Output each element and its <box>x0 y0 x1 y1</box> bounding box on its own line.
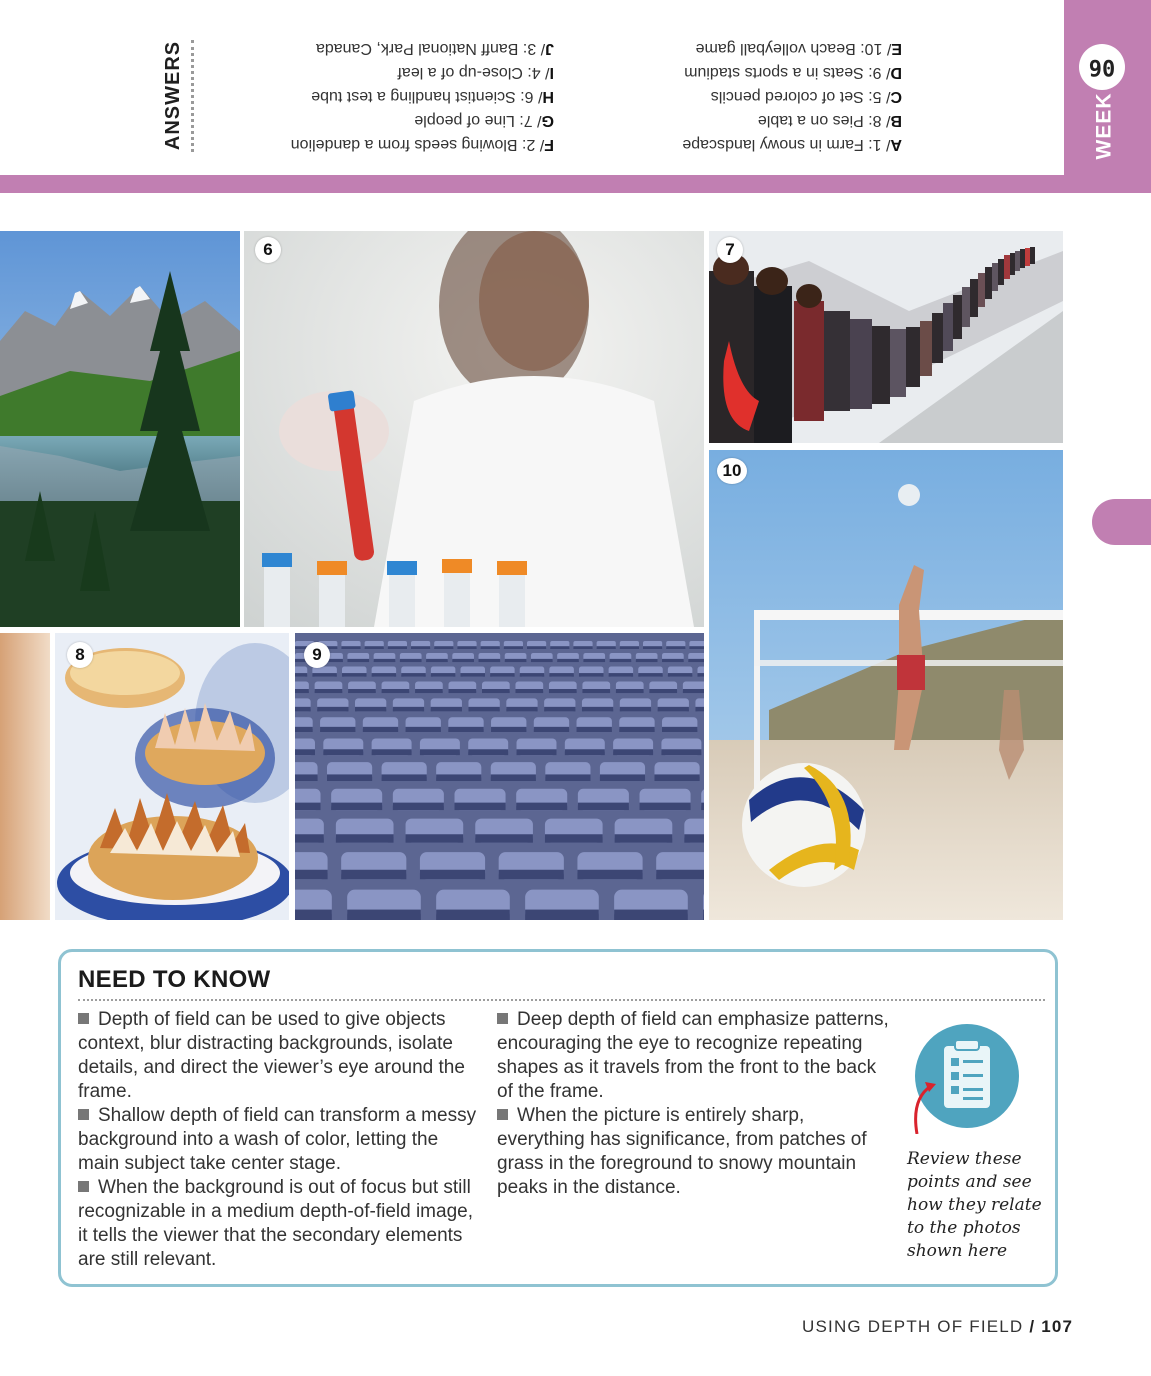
answer-item: E/ 10: Beach volleyball game <box>695 40 902 57</box>
answer-item: I/ 4: Close-up of a leaf <box>397 64 554 81</box>
photo-mountain-lake <box>0 231 240 627</box>
photo-number: 9 <box>304 642 330 668</box>
bullet-icon <box>497 1109 508 1120</box>
side-tab <box>1092 499 1151 545</box>
tip-item: When the picture is entirely sharp, everything has significance, from patches of grass in the foreground to snowy mountain peaks in the distance. <box>497 1105 867 1198</box>
clipboard-icon <box>909 1024 1019 1134</box>
need-to-know-box <box>58 949 1058 1287</box>
photo-edge-sliver <box>0 633 50 920</box>
answer-item: G/ 7: Line of people <box>414 112 554 129</box>
need-to-know-column-1 <box>78 1008 478 1272</box>
answers-band <box>0 175 1151 193</box>
photo-number: 10 <box>717 458 747 484</box>
page-number: 107 <box>1041 1317 1074 1336</box>
answer-item: D/ 9: Seats in a sports stadium <box>684 64 902 81</box>
week-number: 06 <box>1079 44 1125 90</box>
answer-item: A/ 1: Farm in snowy landscape <box>682 136 902 153</box>
answers-title-wrap <box>160 38 188 153</box>
need-to-know-title: NEED TO KNOW <box>78 966 271 993</box>
answers-left-column <box>236 36 554 156</box>
bullet-icon <box>78 1013 89 1024</box>
page-footer <box>802 1317 1073 1337</box>
photo-scientist <box>244 231 704 627</box>
answer-item: C/ 5: Set of colored pencils <box>710 88 902 105</box>
answer-item: H/ 6: Scientist handling a test tube <box>311 88 554 105</box>
review-note: Review these points and see how they relate to the photos shown here <box>907 1149 1042 1261</box>
tip-item: Depth of field can be used to give objects context, blur distracting backgrounds, isolate details, and direct the viewer’s eye around the frame. <box>78 1009 465 1102</box>
photo-number: 8 <box>67 642 93 668</box>
answers-title: ANSWERS <box>162 40 185 151</box>
week-label-wrap <box>1086 92 1122 160</box>
photo-beach-volleyball <box>709 450 1063 920</box>
bullet-icon <box>78 1109 89 1120</box>
tip-item: Deep depth of field can emphasize patterns, encouraging the eye to recognize repeating shapes as it travels from the front to the back of the frame. <box>497 1009 889 1102</box>
answer-item: B/ 8: Pies on a table <box>757 112 902 129</box>
need-to-know-column-2 <box>497 1008 897 1200</box>
answers-right-column <box>634 36 902 156</box>
photo-number: 7 <box>717 237 743 263</box>
photo-line-of-people <box>709 231 1063 443</box>
photo-stadium-seats <box>295 633 704 920</box>
divider <box>78 999 1045 1001</box>
section-title: USING DEPTH OF FIELD <box>802 1317 1024 1336</box>
bullet-icon <box>497 1013 508 1024</box>
answers-divider <box>191 40 194 152</box>
footer-separator: / <box>1029 1317 1036 1336</box>
tip-item: When the background is out of focus but still recognizable in a medium depth-of-field image, it tells the viewer that the secondary elements are still relevant. <box>78 1177 473 1270</box>
photo-number: 6 <box>255 237 281 263</box>
week-label: WEEK <box>1092 92 1115 160</box>
bullet-icon <box>78 1181 89 1192</box>
tip-item: Shallow depth of field can transform a messy background into a wash of color, letting the main subject take center stage. <box>78 1105 477 1174</box>
photo-pies <box>55 633 289 920</box>
answer-item: J/ 3: Banff National Park, Canada <box>315 40 554 57</box>
answer-item: F/ 2: Blowing seeds from a dandelion <box>290 136 554 153</box>
